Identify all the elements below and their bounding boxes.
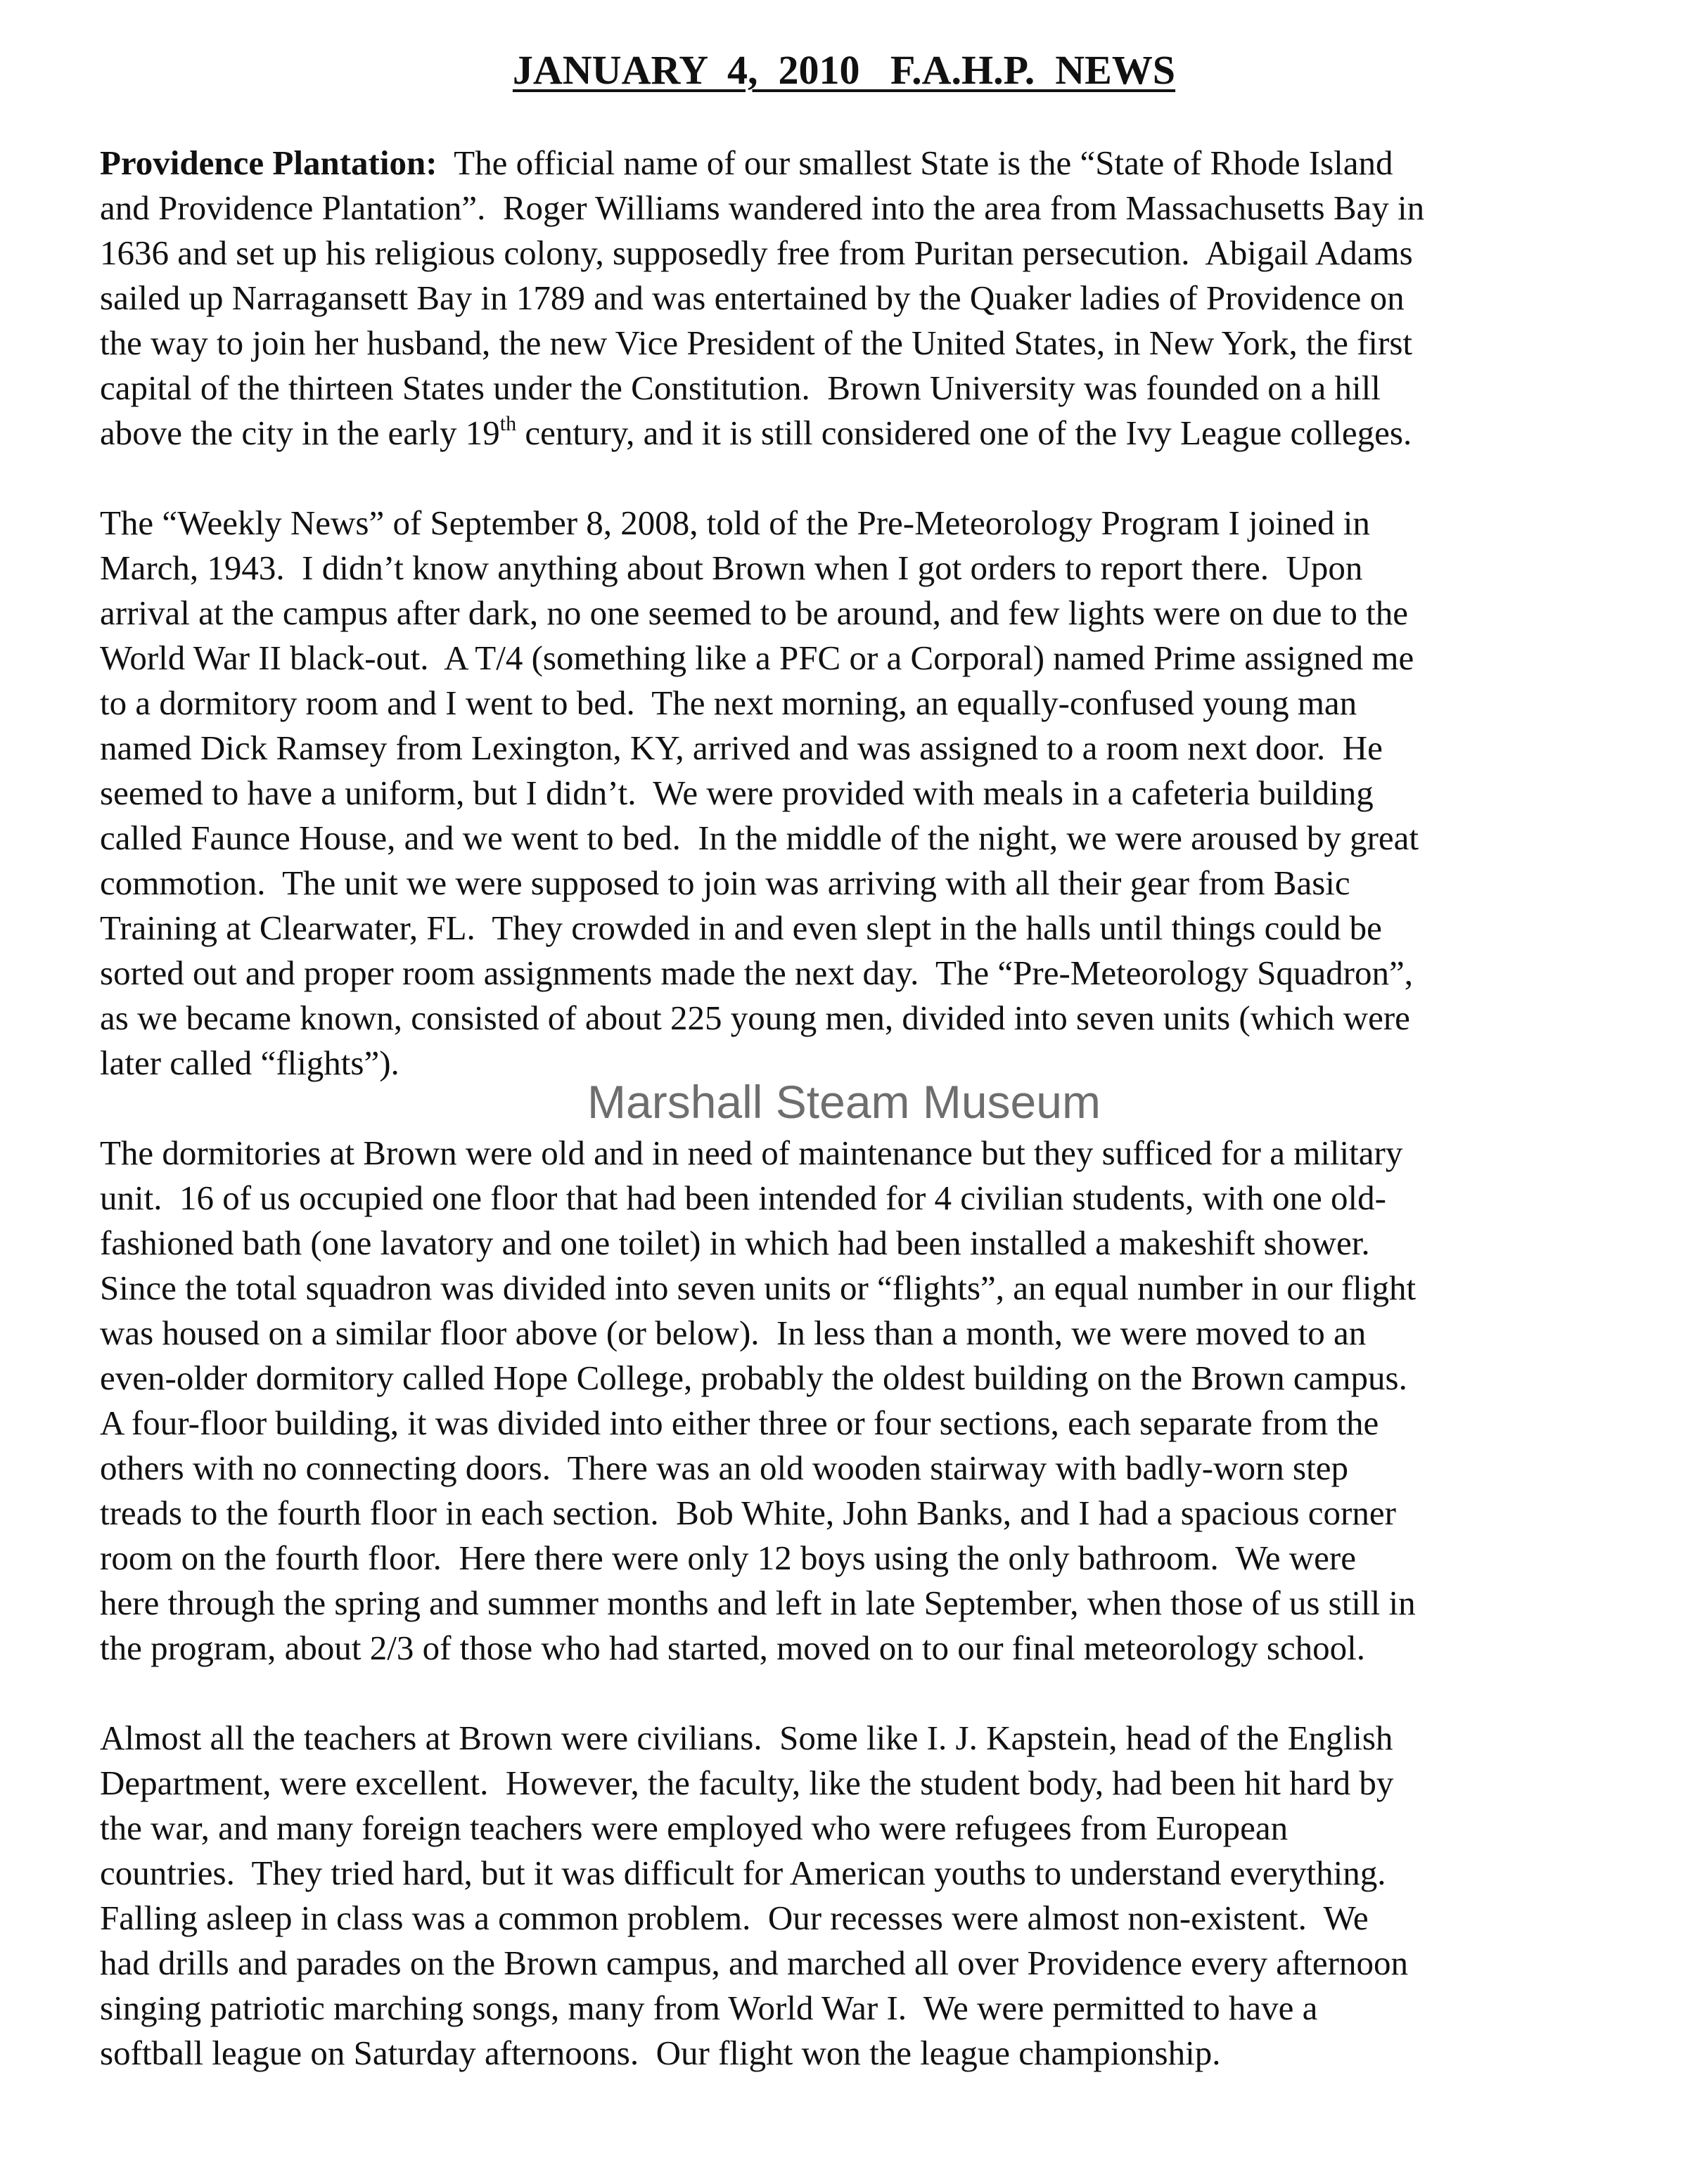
text-line: even-older dormitory called Hope College, probably the oldest building on the Brown campus. xyxy=(100,1358,1407,1397)
text-line: had drills and parades on the Brown campus, and marched all over Providence every afternoon xyxy=(100,1944,1408,1982)
paragraph-spacer xyxy=(100,456,1591,501)
text-line: treads to the fourth floor in each section. Bob White, John Banks, and I had a spacious corner xyxy=(100,1494,1396,1532)
paragraph-teachers xyxy=(100,1716,1591,2076)
text-span: above the city in the early 19 xyxy=(100,413,500,452)
text-line: A four-floor building, it was divided into either three or four sections, each separate from the xyxy=(100,1403,1379,1442)
text-line: fashioned bath (one lavatory and one toilet) in which had been installed a makeshift shower. xyxy=(100,1223,1370,1262)
paragraph-spacer xyxy=(100,1671,1591,1716)
text-line: Training at Clearwater, FL. They crowded in and even slept in the halls until things could be xyxy=(100,908,1382,947)
text-line: singing patriotic marching songs, many from World War I. We were permitted to have a xyxy=(100,1989,1318,2027)
text-line: countries. They tried hard, but it was difficult for American youths to understand everything. xyxy=(100,1854,1386,1892)
paragraph-dormitories xyxy=(100,1131,1591,1671)
text-line: and Providence Plantation”. Roger Williams wandered into the area from Massachusetts Bay in xyxy=(100,188,1425,227)
section-lead-heading: Providence Plantation: xyxy=(100,143,437,182)
text-line: the way to join her husband, the new Vice President of the United States, in New York, the first xyxy=(100,323,1412,362)
text-line: capital of the thirteen States under the Constitution. Brown University was founded on a hill xyxy=(100,368,1381,407)
text-line: softball league on Saturday afternoons. Our flight won the league championship. xyxy=(100,2034,1221,2072)
text-line: March, 1943. I didn’t know anything about Brown when I got orders to report there. Upon xyxy=(100,548,1363,587)
text-line: Falling asleep in class was a common problem. Our recesses were almost non-existent. We xyxy=(100,1899,1369,1937)
text-line: 1636 and set up his religious colony, supposedly free from Puritan persecution. Abigail Adams xyxy=(100,233,1413,272)
text-line: later called “flights”). xyxy=(100,1043,399,1082)
text-line: sailed up Narragansett Bay in 1789 and was entertained by the Quaker ladies of Providence on xyxy=(100,278,1405,317)
text-line: to a dormitory room and I went to bed. The next morning, an equally-confused young man xyxy=(100,683,1357,722)
text-line xyxy=(100,411,1591,456)
text-line: others with no connecting doors. There was an old wooden stairway with badly-worn step xyxy=(100,1448,1348,1487)
paragraph-providence-plantation xyxy=(100,141,1591,456)
text-line: Almost all the teachers at Brown were civilians. Some like I. J. Kapstein, head of the English xyxy=(100,1719,1393,1757)
paragraph-pre-meteorology-program xyxy=(100,501,1591,1086)
text-line: Department, were excellent. However, the faculty, like the student body, had been hit hard by xyxy=(100,1764,1394,1802)
text-span: century, and it is still considered one of the Ivy League colleges. xyxy=(516,413,1412,452)
text-line: World War II black-out. A T/4 (something like a PFC or a Corporal) named Prime assigned me xyxy=(100,638,1414,677)
text-line: called Faunce House, and we went to bed. In the middle of the night, we were aroused by great xyxy=(100,818,1419,857)
text-line: Since the total squadron was divided into seven units or “flights”, an equal number in our flight xyxy=(100,1268,1417,1307)
museum-watermark: Marshall Steam Museum xyxy=(587,1076,1101,1128)
text-line xyxy=(100,141,1591,186)
text-line: unit. 16 of us occupied one floor that had been intended for 4 civilian students, with one old- xyxy=(100,1178,1386,1217)
text-span: The official name of our smallest State is the “State of Rhode Island xyxy=(437,143,1393,182)
text-line: seemed to have a uniform, but I didn’t. We were provided with meals in a cafeteria building xyxy=(100,773,1374,812)
text-line: The “Weekly News” of September 8, 2008, told of the Pre-Meteorology Program I joined in xyxy=(100,503,1370,542)
text-line: commotion. The unit we were supposed to join was arriving with all their gear from Basic xyxy=(100,863,1350,902)
text-line: named Dick Ramsey from Lexington, KY, arrived and was assigned to a room next door. He xyxy=(100,728,1383,767)
text-line: sorted out and proper room assignments made the next day. The “Pre-Meteorology Squadron”, xyxy=(100,953,1413,992)
text-line: here through the spring and summer months and left in late September, when those of us still in xyxy=(100,1584,1416,1622)
text-line: the war, and many foreign teachers were employed who were refugees from European xyxy=(100,1809,1289,1847)
text-line: was housed on a similar floor above (or below). In less than a month, we were moved to an xyxy=(100,1313,1367,1352)
text-line: room on the fourth floor. Here there were only 12 boys using the only bathroom. We were xyxy=(100,1539,1356,1577)
text-line: the program, about 2/3 of those who had started, moved on to our final meteorology school. xyxy=(100,1629,1366,1667)
ordinal-superscript: th xyxy=(499,412,517,435)
page-title: JANUARY 4, 2010 F.A.H.P. NEWS xyxy=(512,47,1176,93)
text-line: The dormitories at Brown were old and in need of maintenance but they sufficed for a military xyxy=(100,1133,1403,1172)
text-line: arrival at the campus after dark, no one seemed to be around, and few lights were on due to the xyxy=(100,593,1408,632)
text-line: as we became known, consisted of about 225 young men, divided into seven units (which were xyxy=(100,998,1410,1037)
